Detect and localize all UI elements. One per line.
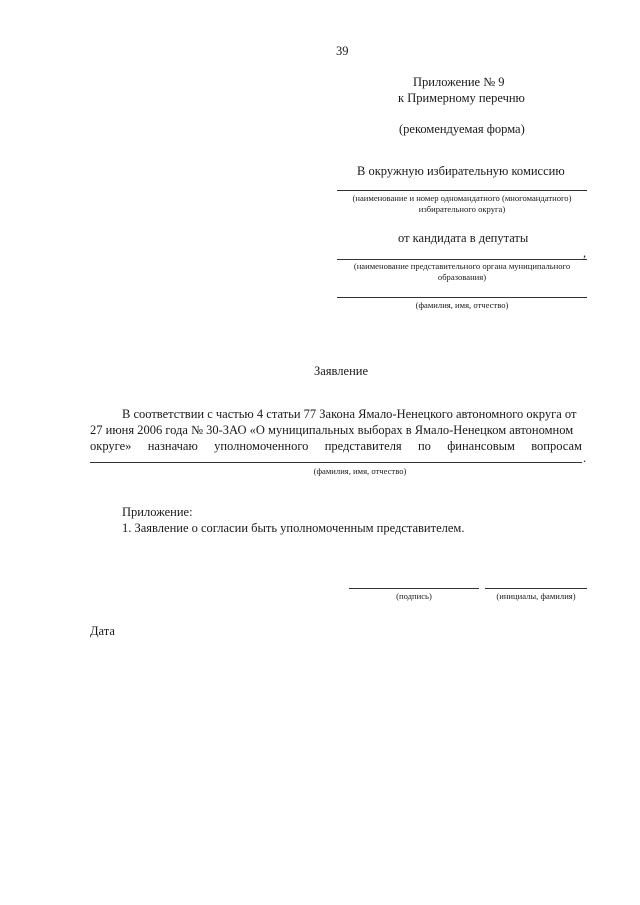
statement-word: финансовым (447, 439, 515, 453)
statement-end-period: . (583, 451, 587, 465)
signature-hint: (подпись) (396, 591, 432, 601)
attachment-item-1: 1. Заявление о согласии быть уполномоченным представителем. (122, 521, 465, 535)
date-label: Дата (90, 624, 115, 638)
statement-word: по (417, 439, 431, 453)
statement-word: представителя (324, 439, 402, 453)
form-type: (рекомендуемая форма) (399, 122, 525, 136)
addressee-from: от кандидата в депутаты (398, 231, 529, 245)
initials-line (485, 588, 587, 589)
commission-hint-1: (наименование и номер одномандатного (многомандатного) (352, 193, 572, 203)
statement-line-2: 27 июня 2006 года № 30-ЗАО «О муниципальных выборах в Ямало-Ненецком автономном (90, 423, 574, 437)
statement-word: назначаю (147, 439, 198, 453)
commission-hint-2: избирательного округа) (418, 204, 506, 214)
representative-name-hint: (фамилия, имя, отчество) (313, 466, 407, 476)
statement-title: Заявление (314, 364, 369, 378)
from-comma: , (583, 246, 587, 260)
initials-hint: (инициалы, фамилия) (496, 591, 576, 601)
appendix-subtitle: к Примерному перечню (398, 91, 525, 105)
body-name-line (337, 259, 587, 260)
attachment-label: Приложение: (122, 505, 193, 519)
body-hint-1: (наименование представительного органа муниципального (353, 261, 571, 271)
body-hint-2: образования) (437, 272, 487, 282)
addressee-to: В окружную избирательную комиссию (357, 164, 565, 178)
statement-word: вопросам (531, 439, 582, 453)
statement-word: уполномоченного (214, 439, 309, 453)
appendix-title: Приложение № 9 (413, 75, 505, 89)
candidate-name-hint: (фамилия, имя, отчество) (415, 300, 509, 310)
statement-line-3 (90, 439, 582, 454)
statement-word: округе» (90, 439, 132, 453)
page-number: 39 (336, 44, 349, 58)
representative-name-line (90, 462, 582, 463)
signature-line (349, 588, 479, 589)
candidate-name-line (337, 297, 587, 298)
commission-name-line (337, 190, 587, 191)
statement-line-1: В соответствии с частью 4 статьи 77 Закона Ямало-Ненецкого автономного округа от (122, 407, 577, 421)
